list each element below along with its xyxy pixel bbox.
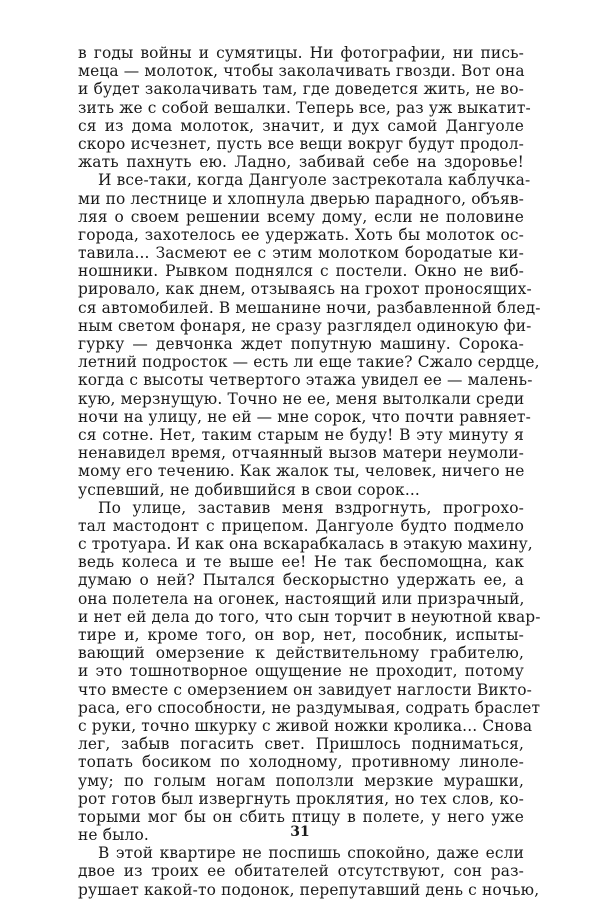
text-line: с тротуара. И как она вскарабкалась в этакую махину, <box>78 535 533 554</box>
text-line: в годы войны и сумятицы. Ни фотографии, ни пись- <box>78 44 524 62</box>
text-line: тавила... Засмеют ее с этим молотком бородатые ки- <box>78 244 524 263</box>
page-number: 31 <box>290 824 310 840</box>
text-line: успевший, не добившийся в свои сорок... <box>78 480 420 499</box>
text-line: ным светом фонаря, не сразу разглядел одинокую фи- <box>78 316 532 335</box>
text-line: скоро исчезнет, пусть все вещи вокруг будут продол- <box>78 134 524 153</box>
text-line: ночи на улицу, не ей — мне сорок, что почти равняет- <box>78 407 531 426</box>
text-line: ведь колеса и те выше ее! Не так беспомощна, как <box>78 553 524 572</box>
text-line: торыми мог бы он сбить птицу в полете, у него уже <box>78 807 524 826</box>
text-line: когда с высоты четвертого этажа увидел ее — малень- <box>78 371 533 390</box>
text-line: рот готов был извергнуть проклятия, но тех слов, ко- <box>78 789 524 808</box>
text-line: кую, мерзнущую. Точно не ее, меня вытолкали среди <box>78 389 525 408</box>
text-line: не было. <box>78 826 149 845</box>
text-line: тал мастодонт с прицепом. Дангуоле будто подмело <box>78 516 524 535</box>
text-line: и это тошнотворное ощущение не проходит, потому <box>78 662 524 681</box>
text-line: ненавидел время, отчаянный вызов матери неумоли- <box>78 444 524 463</box>
text-line: По улице, заставив меня вздрогнуть, прогрохо- <box>98 498 524 517</box>
text-line: вающий омерзение к действительному грабителю, <box>78 644 524 663</box>
text-line: города, захотелось ее удержать. Хоть бы молоток ос- <box>78 225 524 244</box>
text-line: рушает какой-то подонок, перепутавший день с ночью, <box>78 880 540 899</box>
text-line: зить же с собой вешалки. Теперь все, раз уж выкатит- <box>78 98 531 117</box>
text-line: меца — молоток, чтобы заколачивать гвозди. Вот она <box>78 62 525 81</box>
text-line: гурку — девчонка ждет попутную машину. Сорока- <box>78 335 524 353</box>
text-line: жать пахнуть ею. Ладно, забивай себе на здоровье! <box>78 153 524 172</box>
text-line: И все-таки, когда Дангуоле застрекотала каблучка- <box>98 171 531 190</box>
text-line: что вместе с омерзением он завидует наглости Викто- <box>78 680 533 699</box>
text-line: она полетела на огонек, настоящий или призрачный, <box>78 589 525 608</box>
text-line: думаю о ней? Пытался бескорыстно удержать ее, а <box>78 571 524 590</box>
text-line: ми по лестнице и хлопнула дверью парадного, объяв- <box>78 189 525 208</box>
text-line: летний подросток — есть ли еще такие? Сжало сердце, <box>78 353 540 372</box>
text-line: В этой квартире не поспишь спокойно, даже если <box>98 844 524 863</box>
text-line: лег, забыв погасить свет. Пришлось подниматься, <box>78 735 524 754</box>
text-line: ся автомобилей. В мешанине ночи, разбавленной блед- <box>78 298 541 317</box>
text-line: мому его течению. Как жалок ты, человек, ничего не <box>78 462 525 481</box>
text-line: и будет заколачивать там, где доведется жить, не во- <box>78 80 524 99</box>
text-line: рировало, как днем, отзываясь на грохот проносящих- <box>78 280 532 299</box>
text-line: тире и, кроме того, он вор, нет, пособник, испыты- <box>78 626 524 644</box>
text-line: раса, его способности, не раздумывая, содрать браслет <box>78 698 541 717</box>
text-line: ся сотне. Нет, таким старым не буду! В эту минуту я <box>78 425 524 444</box>
text-line: ляя о своем решении всему дому, если не половине <box>78 207 524 226</box>
text-line: ся из дома молоток, значит, и дух самой Дангуоле <box>78 116 524 135</box>
text-line: ношники. Рывком поднялся с постели. Окно не виб- <box>78 262 524 281</box>
text-line: топать босиком по холодному, противному линоле- <box>78 753 524 772</box>
text-line: и нет ей дела до того, что сын торчит в неуютной квар- <box>78 607 541 626</box>
text-line: уму; по голым ногам поползли мерзкие мурашки, <box>78 771 524 790</box>
page-text <box>78 44 541 899</box>
text-line: двое из троих ее обитателей отсутствуют, сон раз- <box>78 862 524 881</box>
text-line: с руки, точно шкурку с живой ножки кролика... Снова <box>78 716 533 735</box>
